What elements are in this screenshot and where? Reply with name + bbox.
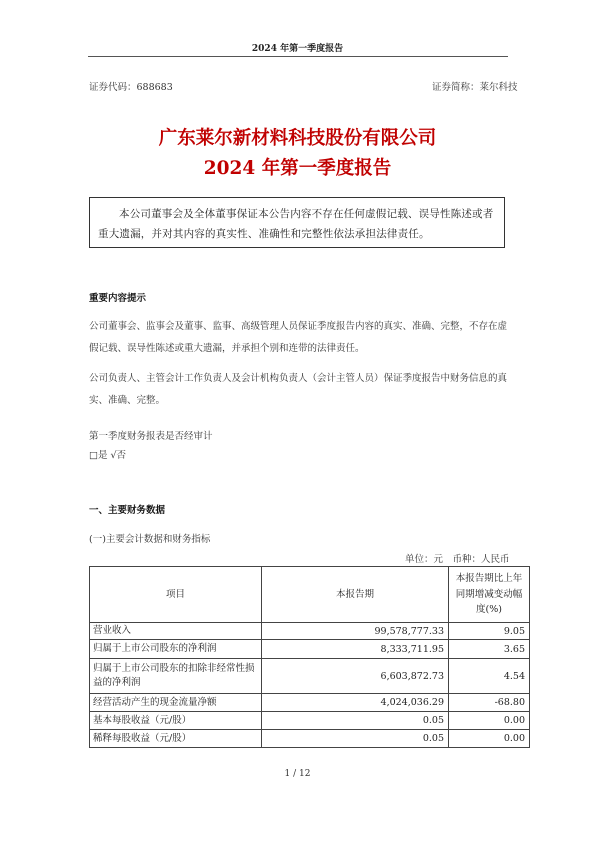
- row-change: 9.05: [449, 623, 530, 640]
- row-change: 0.00: [449, 730, 530, 748]
- row-value: 99,578,777.33: [262, 623, 449, 640]
- row-change: 3.65: [449, 640, 530, 659]
- important-para-1: 公司董事会、监事会及董事、监事、高级管理人员保证季度报告内容的真实、准确、完整，不存在虚假记载、误导性陈述或重大遗漏，并承担个别和连带的法律责任。: [89, 321, 508, 354]
- row-item: 归属于上市公司股东的扣除非经常性损益的净利润: [90, 659, 262, 694]
- financial-data-table: [89, 566, 530, 748]
- row-value: 8,333,711.95: [262, 640, 449, 659]
- running-header: 2024 年第一季度报告: [251, 44, 344, 54]
- table-row: [90, 640, 530, 659]
- row-item: 经营活动产生的现金流量净额: [90, 694, 262, 712]
- security-short-name: 证券简称：莱尔科技: [432, 82, 518, 93]
- row-value: 0.05: [262, 730, 449, 748]
- audit-options: □是 √否: [89, 450, 127, 461]
- row-value: 6,603,872.73: [262, 659, 449, 694]
- important-heading: 重要内容提示: [89, 293, 147, 304]
- table-row: [90, 712, 530, 730]
- unit-currency-label: 单位：元 币种：人民币: [405, 554, 510, 565]
- important-para-2: 公司负责人、主管会计工作负责人及会计机构负责人（会计主管人员）保证季度报告中财务信息的真实、准确、完整。: [89, 373, 508, 406]
- row-item: 营业收入: [90, 623, 262, 640]
- row-value: 4,024,036.29: [262, 694, 449, 712]
- header-item: 项目: [90, 567, 262, 623]
- row-item: 基本每股收益（元/股）: [90, 712, 262, 730]
- row-value: 0.05: [262, 712, 449, 730]
- section-heading: 一、主要财务数据: [89, 505, 166, 516]
- security-code: 证券代码：688683: [89, 82, 173, 93]
- header-rule: [88, 56, 508, 57]
- section-subheading: (一)主要会计数据和财务指标: [89, 534, 211, 545]
- header-current-period: 本报告期: [262, 567, 449, 623]
- notice-box: 本公司董事会及全体董事保证本公告内容不存在任何虚假记载、误导性陈述或者重大遗漏，并对其内容的真实性、准确性和完整性依法承担法律责任。: [89, 197, 505, 248]
- table-row: [90, 694, 530, 712]
- table-row: [90, 623, 530, 640]
- table-row: [90, 659, 530, 694]
- table-header-row: [90, 567, 530, 623]
- header-change: 本报告期比上年同期增减变动幅度(%): [449, 567, 530, 623]
- row-change: 4.54: [449, 659, 530, 694]
- page-number: 1 / 12: [284, 769, 311, 779]
- row-change: -68.80: [449, 694, 530, 712]
- company-title: 广东莱尔新材料科技股份有限公司: [158, 128, 437, 149]
- table-row: [90, 730, 530, 748]
- report-title: 2024 年第一季度报告: [203, 158, 392, 179]
- row-item: 稀释每股收益（元/股）: [90, 730, 262, 748]
- audit-question: 第一季度财务报表是否经审计: [89, 431, 213, 442]
- row-change: 0.00: [449, 712, 530, 730]
- row-item: 归属于上市公司股东的净利润: [90, 640, 262, 659]
